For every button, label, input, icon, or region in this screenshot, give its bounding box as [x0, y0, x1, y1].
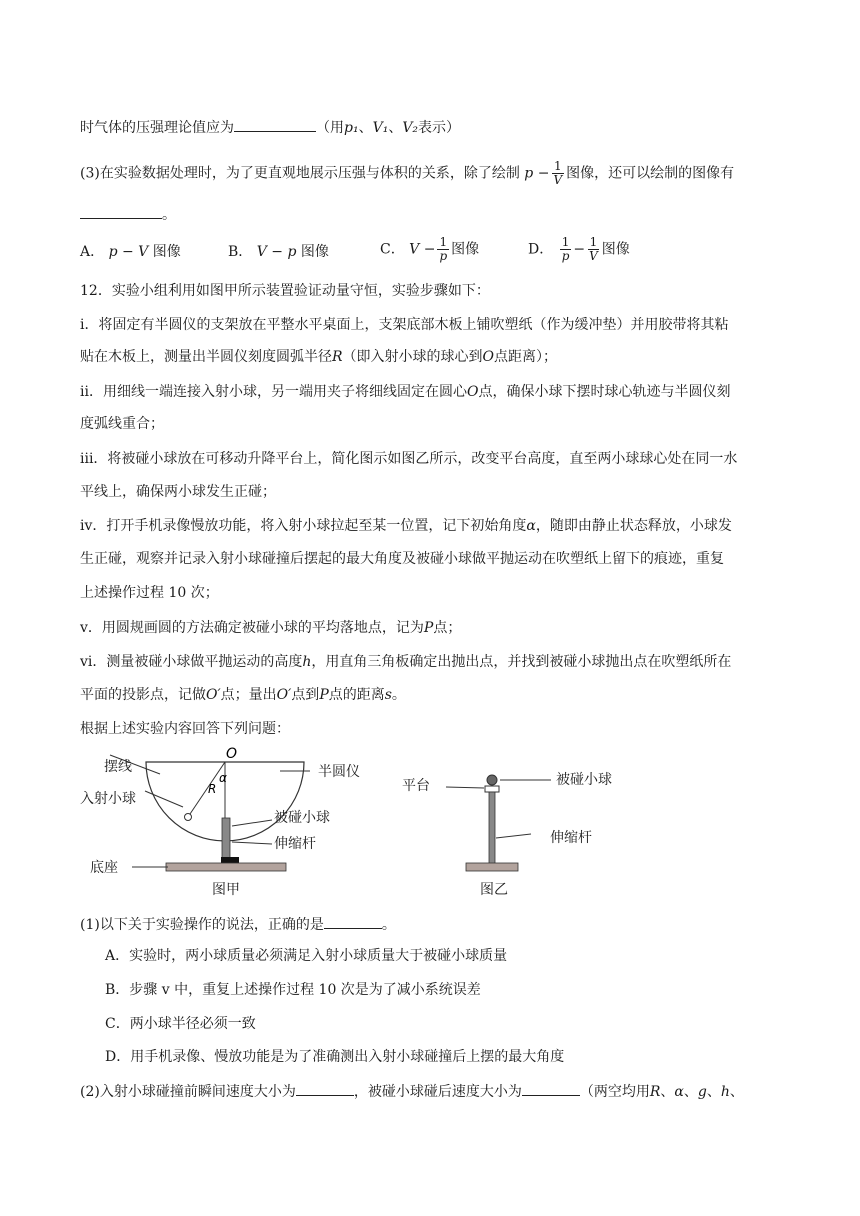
answer-blank[interactable]: [80, 204, 162, 219]
step-4-a: iv．打开手机录像慢放功能，将入射小球拉起至某一位置，记下初始角度α，随即由静止状态释放，小球发: [80, 518, 732, 534]
choice-3-b[interactable]: B． V − p 图像: [228, 244, 329, 260]
text-line-pressure: 时气体的压强理论值应为 （用p₁、V₁、V₂表示）: [80, 117, 460, 138]
figure-b: [436, 768, 556, 876]
incident-ball: [185, 814, 192, 821]
choice-1-a[interactable]: A．实验时，两小球质量必须满足入射小球质量大于被碰小球质量: [105, 948, 508, 964]
question-2: (2)入射小球碰撞前瞬间速度大小为 ，被碰小球碰后速度大小为 （两空均用R、α、g、h、: [80, 1081, 744, 1102]
answer-blank[interactable]: [522, 1081, 580, 1096]
choice-1-d[interactable]: D．用手机录像、慢放功能是为了准确测出入射小球碰撞后上摆的最大角度: [105, 1049, 565, 1065]
label-base: 底座: [90, 860, 118, 876]
answer-blank[interactable]: [324, 914, 382, 929]
label-platform: 平台: [402, 778, 430, 794]
base-board: [466, 863, 518, 871]
platform: [485, 786, 499, 792]
step-2-b: 度弧线重合；: [80, 416, 164, 432]
choice-3-a[interactable]: A． p − V 图像: [80, 244, 181, 260]
target-ball: [487, 775, 497, 785]
caption-figure-b: 图乙: [480, 882, 508, 898]
telescopic-rod: [222, 818, 230, 858]
step-6-a: vi．测量被碰小球做平抛运动的高度h，用直角三角板确定出抛出点，并找到被碰小球抛出点在吹塑纸所在: [80, 654, 732, 670]
fraction: $\frac{1}{V}$: [553, 159, 563, 187]
label-O: O: [226, 746, 238, 762]
question-3: (3)在实验数据处理时，为了更直观地展示压强与体积的关系，除了绘制 p − $\frac{1}{V}$ 图像，还可以绘制的图像有: [80, 159, 735, 187]
choice-1-c[interactable]: C．两小球半径必须一致: [105, 1016, 256, 1032]
answer-intro: 根据上述实验内容回答下列问题：: [80, 721, 290, 737]
step-4-b: 生正碰，观察并记录入射小球碰撞后摆起的最大角度及被碰小球做平抛运动在吹塑纸上留下的痕迹，重复: [80, 551, 724, 567]
step-2-a: ii．用细线一端连接入射小球，另一端用夹子将细线固定在圆心O点，确保小球下摆时球心轨迹与半圆仪刻: [80, 384, 731, 400]
label-rod-a: 伸缩杆: [274, 836, 316, 852]
step-3-a: iii．将被碰小球放在可移动升降平台上，简化图示如图乙所示，改变平台高度，直至两小球球心处在同一水: [80, 451, 738, 467]
step-6-b: 平面的投影点，记做O′点；量出O′点到P点的距离s。: [80, 687, 406, 703]
telescopic-rod: [489, 792, 495, 864]
choice-3-c[interactable]: C． V − $\frac{1}{p}$ 图像: [380, 235, 480, 263]
label-protractor: 半圆仪: [318, 764, 360, 780]
label-incident-ball: 入射小球: [80, 791, 136, 807]
step-1-b: 贴在木板上，测量出半圆仪刻度圆弧半径R（即入射小球的球心到O点距离）；: [80, 349, 558, 365]
label-alpha: α: [219, 771, 227, 785]
label-R: R: [208, 782, 217, 796]
caption-figure-a: 图甲: [212, 882, 240, 898]
question-1: (1)以下关于实验操作的说法，正确的是 。: [80, 914, 396, 935]
step-4-c: 上述操作过程 10 次；: [80, 585, 219, 601]
step-5: v．用圆规画圆的方法确定被碰小球的平均落地点，记为P点；: [80, 620, 462, 636]
answer-blank[interactable]: [234, 117, 316, 132]
question-12-title: 12．实验小组利用如图甲所示装置验证动量守恒，实验步骤如下：: [80, 283, 490, 299]
step-3-b: 平线上，确保两小球发生正碰；: [80, 484, 276, 500]
question-3-blank-line: 。: [80, 204, 176, 225]
label-target-ball-b: 被碰小球: [556, 772, 612, 788]
choice-1-b[interactable]: B．步骤 v 中，重复上述操作过程 10 次是为了减小系统误差: [105, 982, 481, 998]
answer-blank[interactable]: [296, 1081, 354, 1096]
step-1-a: i．将固定有半圆仪的支架放在平整水平桌面上，支架底部木板上铺吹塑纸（作为缓冲垫）并用胶带将其粘: [80, 317, 729, 333]
label-target-ball-a: 被碰小球: [274, 810, 330, 826]
base-board: [166, 863, 286, 871]
label-pendulum-line: 摆线: [104, 759, 132, 775]
choice-3-d[interactable]: D． $\frac{1}{p}$ − $\frac{1}{V}$ 图像: [528, 235, 630, 263]
label-rod-b: 伸缩杆: [550, 830, 592, 846]
